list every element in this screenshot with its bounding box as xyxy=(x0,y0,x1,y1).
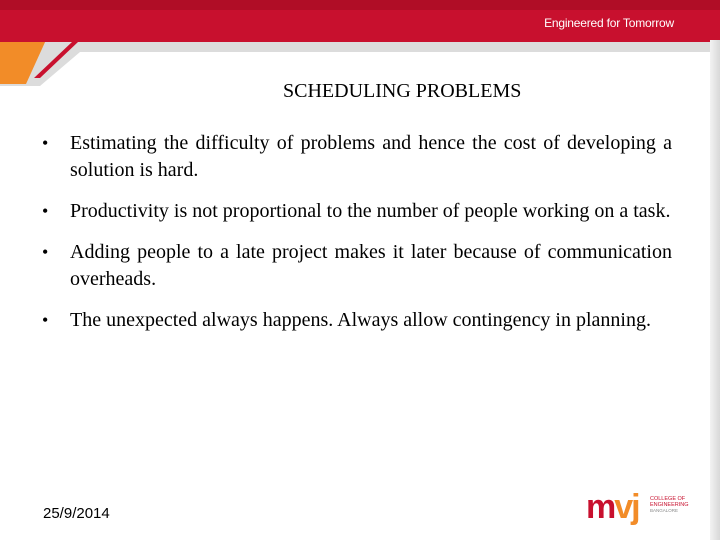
header-top-highlight xyxy=(0,0,720,10)
header-tagline: Engineered for Tomorrow xyxy=(544,16,674,30)
bullet-item xyxy=(42,198,672,225)
bullet-text: The unexpected always happens. Always allow contingency in planning. xyxy=(70,309,651,331)
logo-line-1: COLLEGE OF xyxy=(650,496,686,502)
bullet-icon: • xyxy=(42,242,49,262)
right-edge-shadow xyxy=(710,40,720,540)
footer-date: 25/9/2014 xyxy=(43,505,110,522)
logo-mark: mvj xyxy=(586,488,639,526)
slide-title: SCHEDULING PROBLEMS xyxy=(283,80,522,102)
bullet-item xyxy=(42,239,672,293)
bullet-item xyxy=(42,130,672,184)
logo-subtext xyxy=(650,496,698,514)
bullet-text: Estimating the difficulty of problems and hence the cost of developing a solution is hard. xyxy=(70,132,672,181)
header-banner xyxy=(0,0,720,90)
bullet-icon: • xyxy=(42,310,49,330)
bullet-list xyxy=(42,130,672,348)
logo-line-2: ENGINEERING xyxy=(650,502,689,508)
bullet-icon: • xyxy=(42,201,49,221)
header-red-banner xyxy=(0,0,720,78)
mvj-logo xyxy=(586,490,696,528)
bullet-icon: • xyxy=(42,133,49,153)
logo-line-3: BANGALORE xyxy=(650,508,679,513)
bullet-item xyxy=(42,307,672,334)
bullet-text: Adding people to a late project makes it later because of communication overheads. xyxy=(70,241,672,290)
bullet-text: Productivity is not proportional to the number of people working on a task. xyxy=(70,200,671,222)
